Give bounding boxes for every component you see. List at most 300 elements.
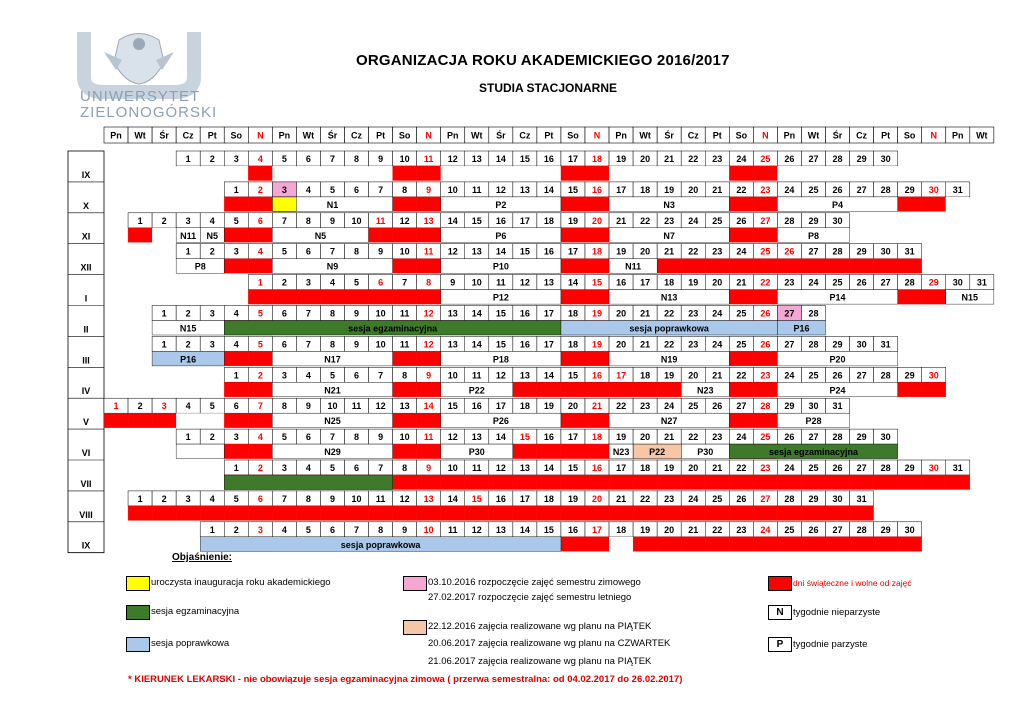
- status-cell: [513, 228, 537, 243]
- date-number: 9: [426, 463, 432, 473]
- status-cell: [393, 290, 417, 305]
- date-number: 10: [399, 154, 410, 164]
- day-header-label: Cz: [351, 130, 363, 141]
- date-number: 3: [305, 277, 311, 288]
- date-number: 20: [640, 246, 651, 257]
- status-cell: [248, 506, 272, 521]
- week-label: P10: [492, 261, 509, 272]
- status-cell: [345, 382, 369, 397]
- date-number: 6: [257, 493, 263, 504]
- legend-title: Objaśnienie:: [172, 552, 233, 563]
- date-number: 26: [832, 463, 843, 473]
- day-header-label: Cz: [519, 130, 531, 141]
- date-number: 25: [832, 277, 843, 288]
- week-label: P22: [649, 447, 666, 458]
- legend-yellow-text: uroczysta inauguracja roku akademickiego: [151, 577, 331, 588]
- date-number: 27: [856, 463, 867, 473]
- date-number: 28: [808, 308, 819, 319]
- date-number: 23: [712, 154, 723, 164]
- status-cell: [441, 413, 465, 428]
- status-cell: [393, 475, 417, 490]
- date-number: 6: [305, 154, 311, 164]
- status-cell: [777, 228, 801, 243]
- period-bar: [272, 197, 296, 212]
- date-number: 20: [616, 339, 627, 350]
- date-number: 2: [161, 493, 167, 504]
- date-number: 28: [880, 370, 891, 381]
- status-cell: [705, 475, 729, 490]
- date-number: 23: [760, 184, 771, 195]
- date-number: 26: [784, 432, 795, 443]
- date-number: 15: [567, 184, 578, 195]
- date-number: 23: [712, 246, 723, 257]
- status-cell: [537, 413, 561, 428]
- date-number: 25: [688, 401, 699, 412]
- date-number: 26: [808, 524, 819, 535]
- status-cell: [537, 290, 561, 305]
- status-cell: [729, 413, 753, 428]
- status-cell: [874, 351, 898, 366]
- status-cell: [681, 166, 705, 181]
- day-header-label: Pt: [881, 130, 891, 141]
- date-number: 8: [402, 463, 408, 473]
- date-number: 3: [281, 184, 287, 195]
- date-number: 2: [185, 308, 191, 319]
- status-cell: [850, 537, 874, 552]
- status-cell: [922, 290, 946, 305]
- status-cell: [272, 413, 296, 428]
- date-number: 23: [760, 463, 771, 473]
- date-number: 9: [402, 524, 408, 535]
- status-cell: [513, 259, 537, 274]
- status-cell: [104, 413, 128, 428]
- date-number: 27: [856, 184, 867, 195]
- date-number: 5: [209, 401, 215, 412]
- status-cell: [633, 166, 657, 181]
- date-number: 12: [423, 308, 434, 319]
- week-label: P16: [793, 323, 810, 334]
- status-cell: [224, 259, 248, 274]
- status-cell: [417, 166, 441, 181]
- day-header-label: Pn: [952, 130, 964, 141]
- date-number: 23: [664, 493, 675, 504]
- date-number: 4: [185, 401, 191, 412]
- status-cell: [777, 475, 801, 490]
- status-cell: [801, 475, 825, 490]
- status-cell: [393, 444, 417, 459]
- date-number: 4: [305, 463, 311, 473]
- status-cell: [633, 197, 657, 212]
- date-number: 19: [688, 277, 699, 288]
- date-number: 6: [281, 308, 287, 319]
- status-cell: [801, 166, 825, 181]
- date-number: 10: [447, 184, 458, 195]
- date-number: 9: [378, 432, 384, 443]
- status-cell: [753, 475, 777, 490]
- date-number: 9: [354, 339, 360, 350]
- status-cell: [609, 166, 633, 181]
- date-number: 15: [567, 370, 578, 381]
- status-cell: [850, 475, 874, 490]
- status-cell: [537, 506, 561, 521]
- legend-peach-text-3: 21.06.2017 zajęcia realizowane wg planu na PIĄTEK: [428, 656, 652, 667]
- status-cell: [296, 197, 320, 212]
- date-number: 3: [161, 401, 167, 412]
- day-header-label: Pt: [207, 130, 217, 141]
- date-number: 1: [185, 154, 191, 164]
- date-number: 1: [233, 184, 239, 195]
- month-label: XII: [80, 262, 92, 273]
- date-number: 4: [257, 432, 263, 443]
- legend-peach-text-2: 20.06.2017 zajęcia realizowane wg planu na CZWARTEK: [428, 638, 671, 649]
- date-number: 6: [305, 246, 311, 257]
- status-cell: [393, 413, 417, 428]
- status-cell: [898, 537, 922, 552]
- status-cell: [681, 197, 705, 212]
- date-number: 17: [592, 524, 603, 535]
- month-label: V: [82, 417, 90, 428]
- status-cell: [489, 506, 513, 521]
- date-number: 10: [447, 370, 458, 381]
- date-number: 28: [832, 246, 843, 257]
- date-number: 3: [233, 432, 239, 443]
- day-header-label: Śr: [832, 130, 843, 141]
- status-cell: [561, 413, 585, 428]
- date-number: 28: [856, 524, 867, 535]
- status-cell: [729, 290, 753, 305]
- status-cell: [850, 290, 874, 305]
- status-cell: [489, 166, 513, 181]
- status-cell: [585, 166, 609, 181]
- status-cell: [465, 413, 489, 428]
- status-cell: [561, 351, 585, 366]
- date-number: 21: [736, 277, 747, 288]
- date-number: 15: [495, 308, 506, 319]
- date-number: 26: [784, 154, 795, 164]
- status-cell: [850, 197, 874, 212]
- week-label: N23: [696, 385, 714, 396]
- status-cell: [777, 537, 801, 552]
- date-number: 26: [760, 308, 771, 319]
- week-label: P22: [468, 385, 485, 396]
- status-cell: [705, 290, 729, 305]
- date-number: 17: [616, 184, 627, 195]
- date-number: 24: [784, 184, 795, 195]
- date-number: 13: [471, 246, 482, 257]
- status-cell: [729, 228, 753, 243]
- status-cell: [946, 475, 970, 490]
- status-cell: [633, 290, 657, 305]
- status-cell: [705, 506, 729, 521]
- status-cell: [609, 228, 633, 243]
- status-cell: [585, 413, 609, 428]
- date-number: 29: [832, 339, 843, 350]
- status-cell: [705, 259, 729, 274]
- date-number: 17: [616, 370, 627, 381]
- date-number: 5: [329, 184, 335, 195]
- status-cell: [248, 413, 272, 428]
- status-cell: [633, 506, 657, 521]
- week-label: N3: [663, 199, 675, 210]
- date-number: 4: [305, 184, 311, 195]
- date-number: 27: [808, 154, 819, 164]
- date-number: 19: [640, 524, 651, 535]
- status-cell: [537, 166, 561, 181]
- date-number: 5: [233, 493, 239, 504]
- status-cell: [609, 197, 633, 212]
- date-number: 13: [543, 277, 554, 288]
- date-number: 12: [495, 463, 506, 473]
- status-cell: [826, 537, 850, 552]
- date-number: 24: [664, 401, 675, 412]
- status-cell: [898, 197, 922, 212]
- date-number: 18: [567, 339, 578, 350]
- week-label: P6: [495, 230, 507, 241]
- date-number: 26: [760, 339, 771, 350]
- date-number: 16: [567, 524, 578, 535]
- day-header-label: Pt: [712, 130, 722, 141]
- status-cell: [465, 351, 489, 366]
- status-cell: [393, 506, 417, 521]
- status-cell: [296, 351, 320, 366]
- date-number: 1: [137, 215, 143, 226]
- date-number: 15: [543, 524, 554, 535]
- date-number: 21: [592, 401, 603, 412]
- status-cell: [561, 382, 585, 397]
- status-cell: [657, 259, 681, 274]
- status-cell: [176, 444, 200, 459]
- status-cell: [609, 382, 633, 397]
- date-number: 22: [616, 401, 627, 412]
- date-number: 27: [808, 246, 819, 257]
- month-label: VIII: [79, 509, 93, 520]
- status-cell: [369, 444, 393, 459]
- date-number: 14: [471, 339, 482, 350]
- date-number: 1: [113, 401, 119, 412]
- date-number: 30: [880, 154, 891, 164]
- status-cell: [681, 259, 705, 274]
- status-cell: [633, 475, 657, 490]
- date-number: 29: [784, 401, 795, 412]
- status-cell: [224, 166, 248, 181]
- status-cell: [417, 382, 441, 397]
- date-number: 16: [495, 215, 506, 226]
- date-number: 4: [305, 370, 311, 381]
- date-number: 24: [712, 339, 723, 350]
- status-cell: [874, 290, 898, 305]
- date-number: 2: [209, 154, 215, 164]
- status-cell: [248, 382, 272, 397]
- status-cell: [441, 228, 465, 243]
- date-number: 18: [664, 277, 675, 288]
- status-cell: [248, 444, 272, 459]
- status-cell: [369, 259, 393, 274]
- date-number: 8: [281, 401, 287, 412]
- date-number: 14: [543, 370, 554, 381]
- day-header-label: Pn: [278, 130, 291, 141]
- status-cell: [441, 475, 465, 490]
- status-cell: [561, 537, 585, 552]
- date-number: 27: [760, 493, 771, 504]
- date-number: 17: [519, 215, 530, 226]
- status-cell: [272, 506, 296, 521]
- date-number: 28: [760, 401, 771, 412]
- status-cell: [296, 259, 320, 274]
- date-number: 26: [832, 370, 843, 381]
- week-label: P30: [697, 447, 714, 458]
- date-number: 21: [712, 184, 723, 195]
- day-header-label: Wt: [976, 130, 988, 141]
- date-number: 30: [808, 401, 819, 412]
- status-cell: [465, 166, 489, 181]
- date-number: 20: [592, 215, 603, 226]
- month-label: IV: [81, 386, 91, 397]
- date-number: 16: [471, 401, 482, 412]
- status-cell: [224, 228, 248, 243]
- status-cell: [393, 259, 417, 274]
- status-cell: [537, 259, 561, 274]
- date-number: 6: [378, 277, 384, 288]
- date-number: 22: [736, 184, 747, 195]
- date-number: 29: [880, 524, 891, 535]
- date-number: 3: [209, 308, 215, 319]
- status-cell: [248, 228, 272, 243]
- status-cell: [513, 506, 537, 521]
- day-header-label: Wt: [134, 130, 146, 141]
- status-cell: [296, 290, 320, 305]
- date-number: 16: [592, 370, 603, 381]
- date-number: 5: [233, 215, 239, 226]
- status-cell: [369, 506, 393, 521]
- status-cell: [801, 506, 825, 521]
- date-number: 19: [664, 370, 675, 381]
- date-number: 29: [904, 370, 915, 381]
- date-number: 29: [856, 246, 867, 257]
- date-number: 28: [880, 463, 891, 473]
- week-label: N19: [660, 354, 678, 365]
- date-number: 4: [209, 493, 215, 504]
- status-cell: [513, 413, 537, 428]
- status-cell: [705, 197, 729, 212]
- date-number: 14: [447, 215, 458, 226]
- status-cell: [826, 475, 850, 490]
- date-number: 13: [423, 215, 434, 226]
- date-number: 22: [664, 308, 675, 319]
- date-number: 15: [519, 154, 530, 164]
- date-number: 21: [664, 246, 675, 257]
- status-cell: [465, 475, 489, 490]
- week-label: P30: [468, 447, 485, 458]
- status-cell: [777, 259, 801, 274]
- legend-blue-swatch: [126, 637, 150, 652]
- date-number: 7: [281, 215, 287, 226]
- date-number: 9: [426, 184, 432, 195]
- status-cell: [657, 382, 681, 397]
- status-cell: [561, 228, 585, 243]
- date-number: 1: [233, 463, 239, 473]
- week-label: N21: [324, 385, 341, 396]
- date-number: 25: [760, 154, 771, 164]
- status-cell: [152, 321, 176, 336]
- date-number: 19: [664, 184, 675, 195]
- date-number: 8: [329, 339, 335, 350]
- status-cell: [850, 382, 874, 397]
- date-number: 20: [567, 401, 578, 412]
- date-number: 22: [640, 493, 651, 504]
- date-number: 14: [495, 154, 506, 164]
- status-cell: [513, 197, 537, 212]
- date-number: 12: [471, 524, 482, 535]
- status-cell: [224, 382, 248, 397]
- status-cell: [826, 413, 850, 428]
- date-number: 20: [640, 432, 651, 443]
- date-number: 18: [640, 370, 651, 381]
- date-number: 11: [399, 308, 410, 319]
- date-number: 30: [832, 493, 843, 504]
- status-cell: [850, 166, 874, 181]
- status-cell: [585, 506, 609, 521]
- status-cell: [657, 166, 681, 181]
- date-number: 2: [233, 524, 239, 535]
- date-number: 9: [329, 493, 335, 504]
- status-cell: [874, 197, 898, 212]
- status-cell: [513, 351, 537, 366]
- date-number: 2: [185, 339, 191, 350]
- week-label: N15: [179, 323, 197, 334]
- status-cell: [393, 197, 417, 212]
- date-number: 10: [447, 463, 458, 473]
- status-cell: [657, 506, 681, 521]
- date-number: 14: [423, 401, 434, 412]
- status-cell: [826, 259, 850, 274]
- week-label: P18: [492, 354, 509, 365]
- day-header-label: N: [762, 130, 769, 141]
- status-cell: [296, 444, 320, 459]
- status-cell: [513, 444, 537, 459]
- date-number: 29: [928, 277, 939, 288]
- date-number: 1: [161, 308, 167, 319]
- status-cell: [417, 413, 441, 428]
- date-number: 24: [784, 463, 795, 473]
- legend-p-box: P: [768, 637, 792, 652]
- week-label: P2: [495, 199, 507, 210]
- date-number: 26: [832, 184, 843, 195]
- month-label: X: [82, 200, 90, 211]
- status-cell: [417, 475, 441, 490]
- legend-peach-swatch: [403, 620, 427, 635]
- date-number: 3: [209, 339, 215, 350]
- status-cell: [345, 259, 369, 274]
- status-cell: [369, 290, 393, 305]
- status-cell: [729, 475, 753, 490]
- week-label: P24: [829, 385, 846, 396]
- status-cell: [176, 166, 200, 181]
- status-cell: [441, 506, 465, 521]
- date-number: 9: [450, 277, 456, 288]
- date-number: 5: [257, 308, 263, 319]
- legend-green-text: sesja egzaminacyjna: [151, 606, 240, 617]
- date-number: 16: [592, 184, 603, 195]
- date-number: 17: [495, 401, 506, 412]
- status-cell: [248, 259, 272, 274]
- week-label: N27: [660, 416, 678, 427]
- date-number: 17: [543, 308, 554, 319]
- status-cell: [874, 537, 898, 552]
- status-cell: [272, 166, 296, 181]
- date-number: 7: [257, 401, 263, 412]
- week-label: P12: [492, 292, 509, 303]
- date-number: 10: [327, 401, 338, 412]
